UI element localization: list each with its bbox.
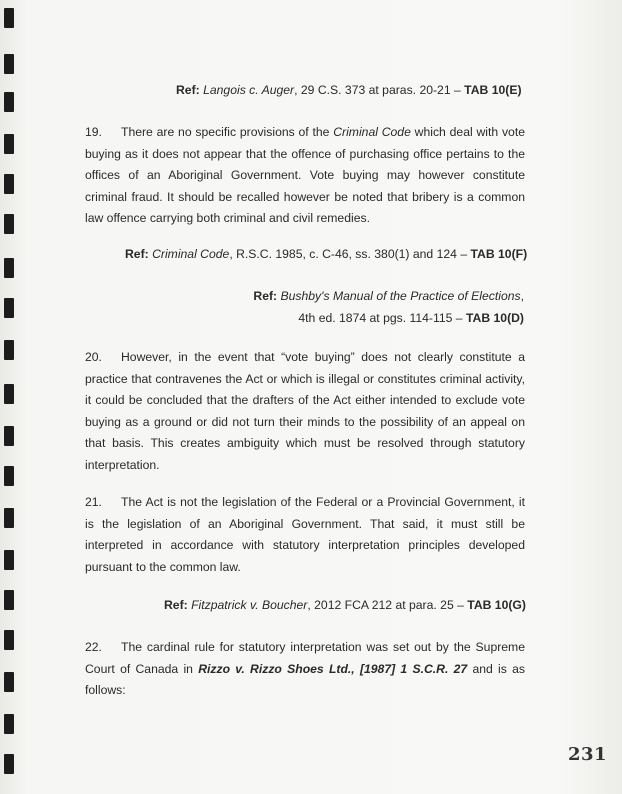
binding-holes xyxy=(0,0,22,794)
reference-bushby: Ref: Bushby's Manual of the Practice of Elections, 4th ed. 1874 at pgs. 114-115 – TAB 10(D) xyxy=(253,289,524,325)
reference-langois: Ref: Langois c. Auger, 29 C.S. 373 at paras. 20-21 – TAB 10(E) xyxy=(176,83,522,97)
page-number: 231 xyxy=(568,744,608,765)
paragraph-19: 19. There are no specific provisions of the Criminal Code which deal with vote buying as it does not appear that the offence of purchasing office pertains to the offices of an Aboriginal Government. Vote buying may however constitute criminal fraud. It should be recalled however be noted that bribery is a common law offence carrying both criminal and civil remedies. xyxy=(85,125,525,225)
paragraph-20: 20. However, in the event that “vote buying” does not clearly constitute a practice that contravenes the Act or which is illegal or constitutes criminal activity, it could be concluded that the drafters of the Act either intended to exclude vote buying as a ground or did not turn their minds to the possibility of an appeal on that basis. This creates ambiguity which must be resolved through statutory interpretation. xyxy=(85,350,525,472)
reference-fitzpatrick: Ref: Fitzpatrick v. Boucher, 2012 FCA 212 at para. 25 – TAB 10(G) xyxy=(164,598,526,612)
paragraph-22: 22. The cardinal rule for statutory interpretation was set out by the Supreme Court of Canada in Rizzo v. Rizzo Shoes Ltd., [1987] 1 S.C.R. 27 and is as follows: xyxy=(85,640,525,697)
paragraph-21: 21. The Act is not the legislation of the Federal or a Provincial Government, it is the legislation of an Aboriginal Government. That said, it must still be interpreted in accordance with statutory interpretation principles developed pursuant to the common law. xyxy=(85,495,525,574)
reference-criminal-code: Ref: Criminal Code, R.S.C. 1985, c. C-46, ss. 380(1) and 124 – TAB 10(F) xyxy=(125,247,528,261)
